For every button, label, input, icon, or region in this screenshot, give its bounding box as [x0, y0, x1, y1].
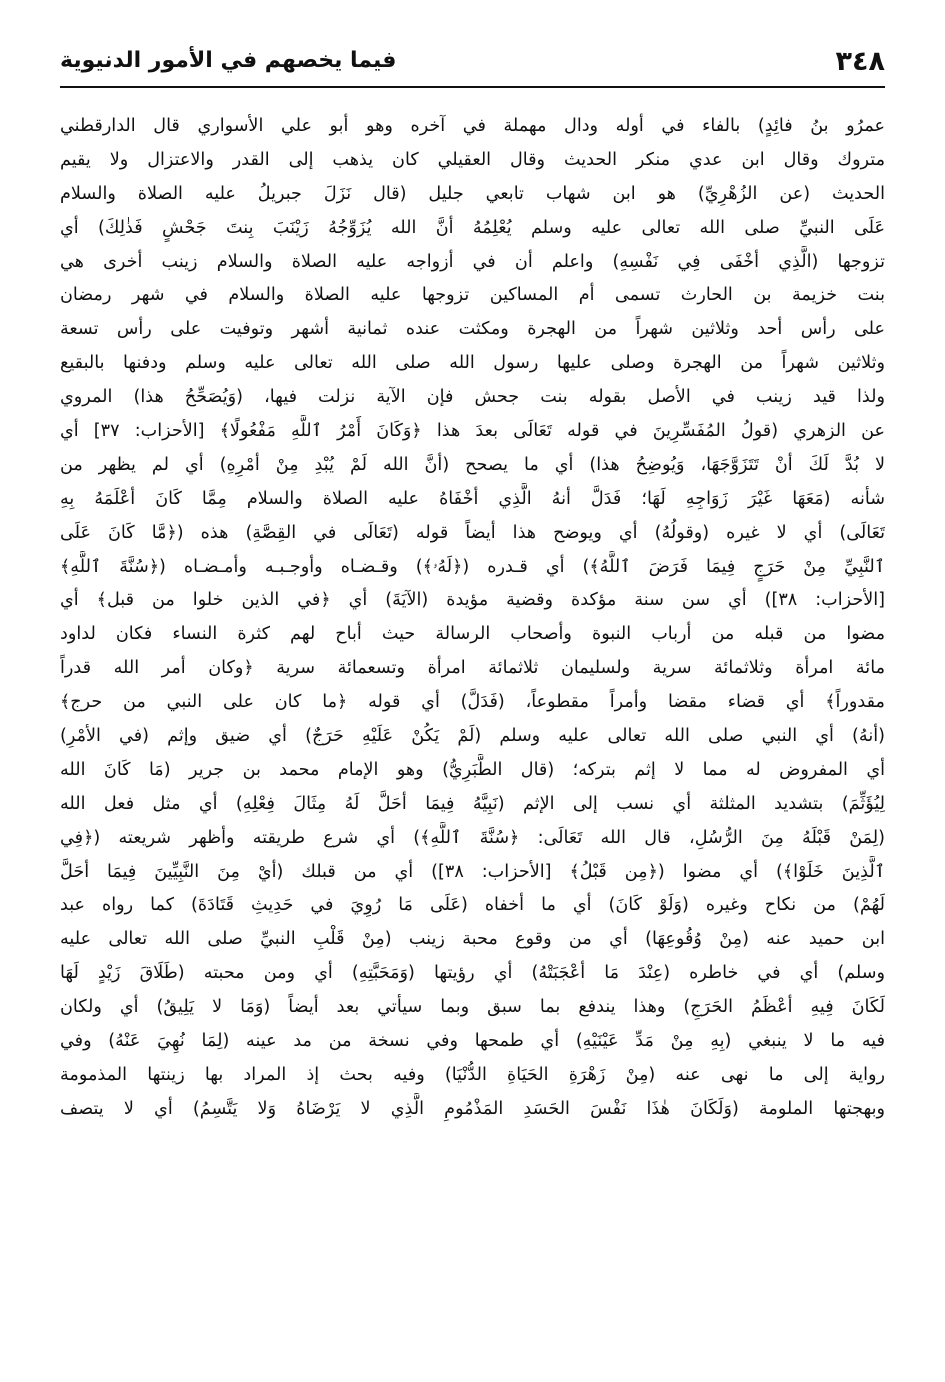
text-line: عمرُو بنُ فائِدٍ) بالفاء في أوله ودال مهملة في آخره وهو أبو علي الأسواري قال الدارقطني — [60, 116, 885, 136]
text-line: عَلَى النبيِّ صلى الله تعالى عليه وسلم يُعْلِمُهُ أنَّ الله يُزَوِّجُهُ زَيْنَبَ بِنتَ جَحْشٍ فَذٰلِكَ) أي — [60, 217, 885, 238]
text-line: فيه ما لا ينبغي (بِهِ مِنْ مَدِّ عَيْنَيْهِ) أي طمحها وفي نسخة من مد عينه (لِمَا نُهِيَ عَنْهُ) وفي — [60, 1031, 885, 1052]
text-line: ابن حميد عنه (مِنْ وُقُوعِهَا) أي من وقوع محبة زينب (مِنْ قَلْبِ النبيِّ صلى الله تعالى عليه — [60, 929, 885, 950]
text-line: رواية إلى ما نهى عنه (مِنْ زَهْرَةِ الحَيَاةِ الدُّنْيَا) وفيه بحث إذ المراد بها زينتها المذمومة — [60, 1064, 885, 1085]
text-line: مقدوراً﴾ أي قضاء مقضا وأمراً مقطوعاً، (فَدَلَّ) أي قوله ﴿ما كان على النبي من حرج﴾ — [60, 692, 885, 713]
text-line: ٱلَّذِينَ خَلَوْا﴾) أي مضوا (﴿مِن قَبْلُ﴾ [الأحزاب: ٣٨]) أي من قبلك (أيْ مِنَ النَّبِيِّينَ فِيمَا أحَلَّ — [60, 861, 885, 882]
text-line: لِيُؤَثِّمَ) بتشديد المثلثة أي نسب إلى الإثم (نَبِيَّهُ فِيمَا أحَلَّ لَهُ مِثَالَ فِعْلِهِ) أي مثل فعل الله — [60, 793, 885, 814]
text-line: وبهجتها الملومة (وَلَكَانَ هٰذَا نَفْسَ الحَسَدِ المَذْمُومِ الَّذِي لا يَرْضَاهُ وَلا يَتَّسِمُ) أي لا يتصف — [60, 1098, 885, 1119]
page-number: ٣٤٨ — [835, 46, 885, 77]
text-line: ولذا قيد زينب في الأصل بقوله بنت جحش فإن الآية نزلت فيها، (وَيُصَحِّحُ هذا) المروي — [60, 387, 885, 408]
text-line: مضوا من قبله من أرباب النبوة وأصحاب الرسالة حيث أباح لهم كثرة النساء فكان لداود — [60, 624, 885, 645]
text-line: لَهُمْ) من نكاح وغيره (وَلَوْ كَانَ) أي ما أخفاه (عَلَى مَا رُوِيَ في حَدِيثِ قَتَادَةَ) كما رواه عبد — [60, 895, 885, 916]
text-line: متروك وقال ابن عدي منكر الحديث وقال العقيلي كان يذهب إلى القدر والاعتزال ولا يقيم — [60, 149, 885, 170]
book-page — [60, 40, 885, 1360]
body-text — [60, 110, 885, 1127]
text-line: لَكَانَ فِيهِ أعْظَمُ الحَرَجِ) وهذا يندفع بما سبق وبما سيأتي بعد أيضاً (وَمَا لا يَلِيقُ) أي ولكان — [60, 997, 885, 1018]
text-line: (لِمَنْ قَبْلَهُ مِنَ الرُّسُلِ، قال الله تَعَالَى: ﴿سُنَّةَ ٱللَّهِ﴾) أي شرع طريقته وأظهر شريعته (﴿فِي — [60, 827, 885, 848]
text-line: عن الزهري (قولُ المُفَسِّرِينَ في قوله تَعَالَى بعدَ هذا ﴿وَكَانَ أَمْرُ ٱللَّهِ مَفْعُولًا﴾ [الأحزاب: ٣٧] أي — [60, 421, 885, 442]
text-line: وسلم) أي في خاطره (عِنْدَ مَا أعْجَبَتْهُ) أي رؤيتها (وَمَحَبَّتِهِ) أي ومن محبته (طَلَاقَ زَيْدٍ لَهَا — [60, 963, 885, 984]
text-line: بنت خزيمة بن الحارث تسمى أم المساكين تزوجها عليه الصلاة والسلام في شهر رمضان — [60, 285, 885, 306]
text-line: وثلاثين شهراً من الهجرة وصلى عليها رسول الله صلى الله تعالى عليه وسلم ودفنها بالبقيع — [60, 353, 885, 374]
text-line: لا بُدَّ لَكَ أنْ تَتَزَوَّجَهَا، وَيُوضِحُ هذا) أي ما يصحح (أنَّ الله لَمْ يُبْدِ مِنْ أمْرِهِ) أي لم يظهر من — [60, 454, 885, 475]
text-line: تزوجها (الَّذِي أخْفَى فِي نَفْسِهِ) واعلم أن في أزواجه عليه الصلاة والسلام زينب أخرى هي — [60, 251, 885, 272]
running-header — [60, 40, 885, 88]
text-line: [الأحزاب: ٣٨]) أي سن سنة مؤكدة وقضية مؤيدة (الآيَةَ) أي ﴿في الذين خلوا من قبل﴾ أي — [60, 590, 885, 611]
text-line: (أنهُ) أي النبي صلى الله تعالى عليه وسلم (لَمْ يَكُنْ عَلَيْهِ حَرَجٌ) أي ضيق وإثم (في الأمْرِ) — [60, 726, 885, 747]
text-line: على رأس أحد وثلاثين شهراً من الهجرة ومكثت عنده ثمانية أشهر وتوفيت على رأس تسعة — [60, 319, 885, 340]
text-line: شأنه (مَعَهَا غَيْرَ زَوَاجِهِ لَهَا؛ فَدَلَّ أنهُ الَّذِي أخْفَاهُ عليه الصلاة والسلام مِمَّا كَانَ أعْلَمَهُ بِهِ — [60, 488, 885, 509]
text-line: مائة امرأة وثلاثمائة سرية ولسليمان ثلاثمائة امرأة وتسعمائة سرية ﴿وكان أمر الله قدراً — [60, 658, 885, 679]
text-line: تَعَالَى) أي لا غيره (وقولُهُ) أي ويوضح هذا أيضاً قوله (تَعَالَى في القِصَّةِ) هذه (﴿مَّا كَانَ عَلَى — [60, 522, 885, 543]
header-title: فيما يخصهم في الأمور الدنيوية — [60, 48, 397, 73]
text-line: ٱلنَّبِيِّ مِنْ حَرَجٍ فِيمَا فَرَضَ ٱللَّهُ﴾) أي قـدره (﴿لَهُۥ﴾) وقـضـاه وأوجـبـه وأمـضـاه (﴿سُنَّةَ ٱللَّهِ﴾ — [60, 556, 885, 577]
text-line: أي المفروض له مما لا إثم بتركه؛ (قال الطَّبَرِيُّ) وهو الإمام محمد بن جرير (مَا كَانَ الله — [60, 759, 885, 780]
text-line: الحديث (عن الزُهْرِيِّ) هو ابن شهاب تابعي جليل (قال نَزَلَ جبريلُ عليه الصلاة والسلام — [60, 183, 885, 204]
